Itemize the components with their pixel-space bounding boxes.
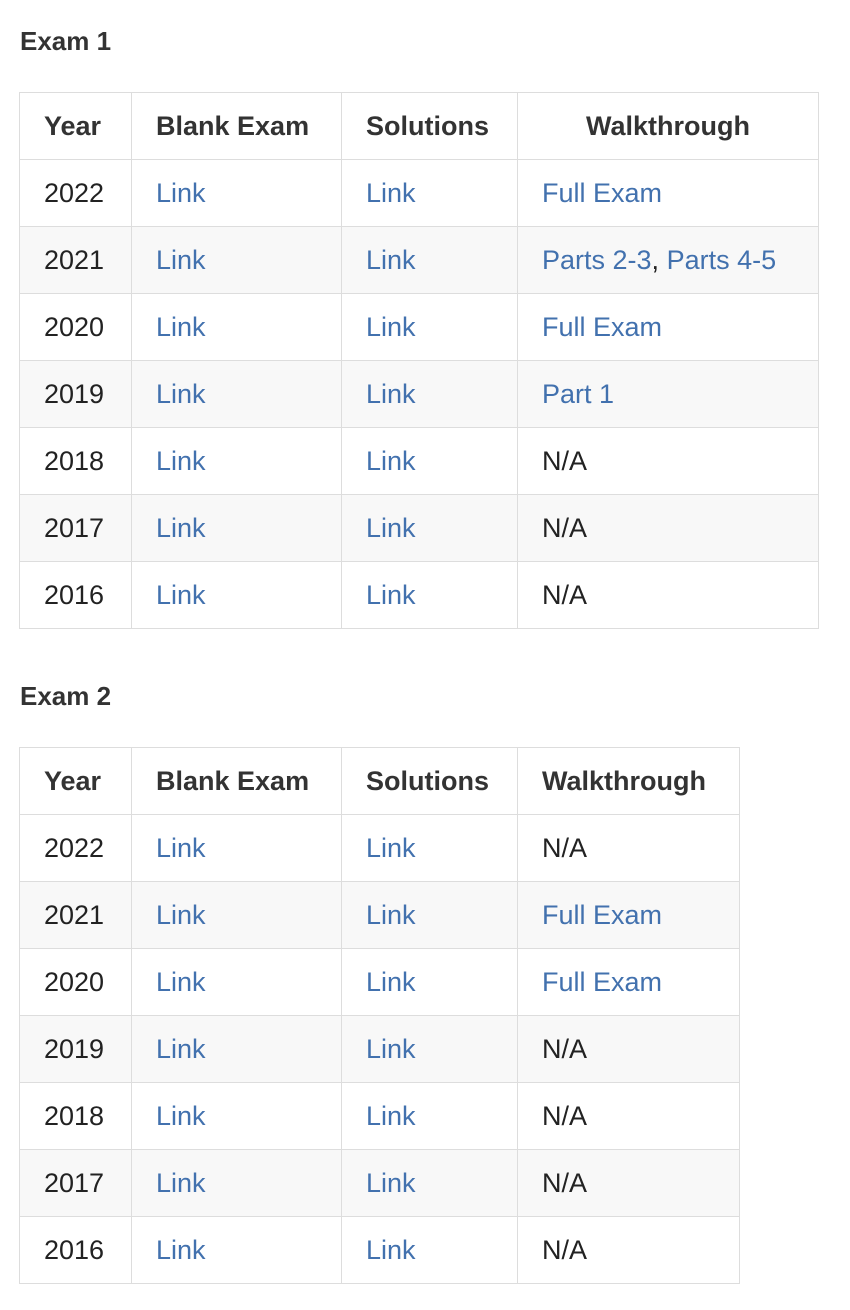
table-row	[20, 160, 819, 227]
blank-exam-link[interactable]: Link	[156, 244, 206, 275]
solutions-cell	[342, 815, 518, 882]
not-available-text: N/A	[542, 445, 588, 476]
walkthrough-link[interactable]: Part 1	[542, 378, 615, 409]
solutions-cell	[342, 1083, 518, 1150]
solutions-cell	[342, 294, 518, 361]
year-cell: 2019	[20, 1016, 132, 1083]
walkthrough-cell	[518, 882, 740, 949]
solutions-cell	[342, 227, 518, 294]
blank-exam-link[interactable]: Link	[156, 378, 206, 409]
solutions-cell	[342, 949, 518, 1016]
blank-exam-link[interactable]: Link	[156, 1234, 206, 1265]
walkthrough-cell	[518, 160, 819, 227]
blank-exam-cell	[132, 562, 342, 629]
solutions-link[interactable]: Link	[366, 445, 416, 476]
table-row	[20, 495, 819, 562]
walkthrough-link[interactable]: Parts 2-3	[542, 244, 652, 275]
blank-exam-link[interactable]: Link	[156, 311, 206, 342]
walkthrough-cell	[518, 815, 740, 882]
exam-2-table	[19, 747, 740, 1284]
solutions-cell	[342, 882, 518, 949]
solutions-link[interactable]: Link	[366, 1167, 416, 1198]
table-row	[20, 294, 819, 361]
walkthrough-cell	[518, 562, 819, 629]
blank-exam-cell	[132, 227, 342, 294]
year-cell: 2016	[20, 562, 132, 629]
not-available-text: N/A	[542, 1033, 588, 1064]
blank-exam-link[interactable]: Link	[156, 512, 206, 543]
year-cell: 2020	[20, 294, 132, 361]
solutions-link[interactable]: Link	[366, 512, 416, 543]
blank-exam-link[interactable]: Link	[156, 899, 206, 930]
table-header-row	[20, 748, 740, 815]
not-available-text: N/A	[542, 512, 588, 543]
table-row	[20, 1150, 740, 1217]
solutions-cell	[342, 428, 518, 495]
walkthrough-cell	[518, 1217, 740, 1284]
walkthrough-cell	[518, 1016, 740, 1083]
walkthrough-link[interactable]: Full Exam	[542, 966, 663, 997]
blank-exam-cell	[132, 882, 342, 949]
table-header-row	[20, 93, 819, 160]
table-row	[20, 815, 740, 882]
blank-exam-link[interactable]: Link	[156, 445, 206, 476]
walkthrough-link[interactable]: Full Exam	[542, 899, 663, 930]
blank-exam-link[interactable]: Link	[156, 832, 206, 863]
walkthrough-link[interactable]: Full Exam	[542, 311, 663, 342]
column-header-blank-exam: Blank Exam	[132, 748, 342, 815]
table-row	[20, 949, 740, 1016]
year-cell: 2017	[20, 1150, 132, 1217]
year-cell: 2017	[20, 495, 132, 562]
solutions-link[interactable]: Link	[366, 244, 416, 275]
walkthrough-cell	[518, 949, 740, 1016]
solutions-cell	[342, 1016, 518, 1083]
solutions-link[interactable]: Link	[366, 832, 416, 863]
solutions-cell	[342, 160, 518, 227]
column-header-solutions: Solutions	[342, 93, 518, 160]
walkthrough-cell	[518, 1150, 740, 1217]
table-row	[20, 227, 819, 294]
blank-exam-cell	[132, 1083, 342, 1150]
walkthrough-link[interactable]: Full Exam	[542, 177, 663, 208]
solutions-link[interactable]: Link	[366, 579, 416, 610]
exam-1-heading: Exam 1	[20, 26, 112, 56]
not-available-text: N/A	[542, 1234, 588, 1265]
blank-exam-cell	[132, 160, 342, 227]
table-row	[20, 562, 819, 629]
blank-exam-link[interactable]: Link	[156, 579, 206, 610]
separator-text: ,	[651, 244, 667, 275]
blank-exam-cell	[132, 361, 342, 428]
table-row	[20, 361, 819, 428]
blank-exam-link[interactable]: Link	[156, 1167, 206, 1198]
year-cell: 2018	[20, 1083, 132, 1150]
solutions-link[interactable]: Link	[366, 311, 416, 342]
walkthrough-cell	[518, 294, 819, 361]
walkthrough-link[interactable]: Parts 4-5	[666, 244, 777, 275]
solutions-cell	[342, 495, 518, 562]
exam-1-table	[19, 92, 819, 629]
solutions-link[interactable]: Link	[366, 1234, 416, 1265]
not-available-text: N/A	[542, 1100, 588, 1131]
blank-exam-link[interactable]: Link	[156, 966, 206, 997]
year-cell: 2020	[20, 949, 132, 1016]
blank-exam-cell	[132, 428, 342, 495]
column-header-year: Year	[20, 748, 132, 815]
column-header-solutions: Solutions	[342, 748, 518, 815]
solutions-cell	[342, 1150, 518, 1217]
solutions-link[interactable]: Link	[366, 1033, 416, 1064]
table-row	[20, 1217, 740, 1284]
not-available-text: N/A	[542, 579, 588, 610]
solutions-cell	[342, 1217, 518, 1284]
year-cell: 2018	[20, 428, 132, 495]
exam-2-heading: Exam 2	[20, 681, 112, 711]
blank-exam-link[interactable]: Link	[156, 177, 206, 208]
exam-2-table-body	[20, 815, 740, 1284]
walkthrough-cell	[518, 361, 819, 428]
blank-exam-cell	[132, 949, 342, 1016]
year-cell: 2019	[20, 361, 132, 428]
solutions-cell	[342, 562, 518, 629]
blank-exam-link[interactable]: Link	[156, 1033, 206, 1064]
walkthrough-cell	[518, 1083, 740, 1150]
column-header-year: Year	[20, 93, 132, 160]
column-header-walkthrough: Walkthrough	[518, 748, 740, 815]
blank-exam-cell	[132, 815, 342, 882]
walkthrough-cell	[518, 227, 819, 294]
solutions-link[interactable]: Link	[366, 177, 416, 208]
exam-1-table-body	[20, 160, 819, 629]
blank-exam-cell	[132, 294, 342, 361]
year-cell: 2021	[20, 882, 132, 949]
solutions-link[interactable]: Link	[366, 1100, 416, 1131]
table-row	[20, 1083, 740, 1150]
blank-exam-cell	[132, 495, 342, 562]
solutions-link[interactable]: Link	[366, 899, 416, 930]
year-cell: 2022	[20, 815, 132, 882]
not-available-text: N/A	[542, 832, 588, 863]
walkthrough-cell	[518, 495, 819, 562]
solutions-link[interactable]: Link	[366, 378, 416, 409]
year-cell: 2021	[20, 227, 132, 294]
table-row	[20, 428, 819, 495]
not-available-text: N/A	[542, 1167, 588, 1198]
walkthrough-cell	[518, 428, 819, 495]
blank-exam-cell	[132, 1016, 342, 1083]
year-cell: 2016	[20, 1217, 132, 1284]
blank-exam-link[interactable]: Link	[156, 1100, 206, 1131]
column-header-walkthrough: Walkthrough	[518, 93, 819, 160]
blank-exam-cell	[132, 1150, 342, 1217]
column-header-blank-exam: Blank Exam	[132, 93, 342, 160]
solutions-cell	[342, 361, 518, 428]
year-cell: 2022	[20, 160, 132, 227]
table-row	[20, 1016, 740, 1083]
blank-exam-cell	[132, 1217, 342, 1284]
table-row	[20, 882, 740, 949]
solutions-link[interactable]: Link	[366, 966, 416, 997]
